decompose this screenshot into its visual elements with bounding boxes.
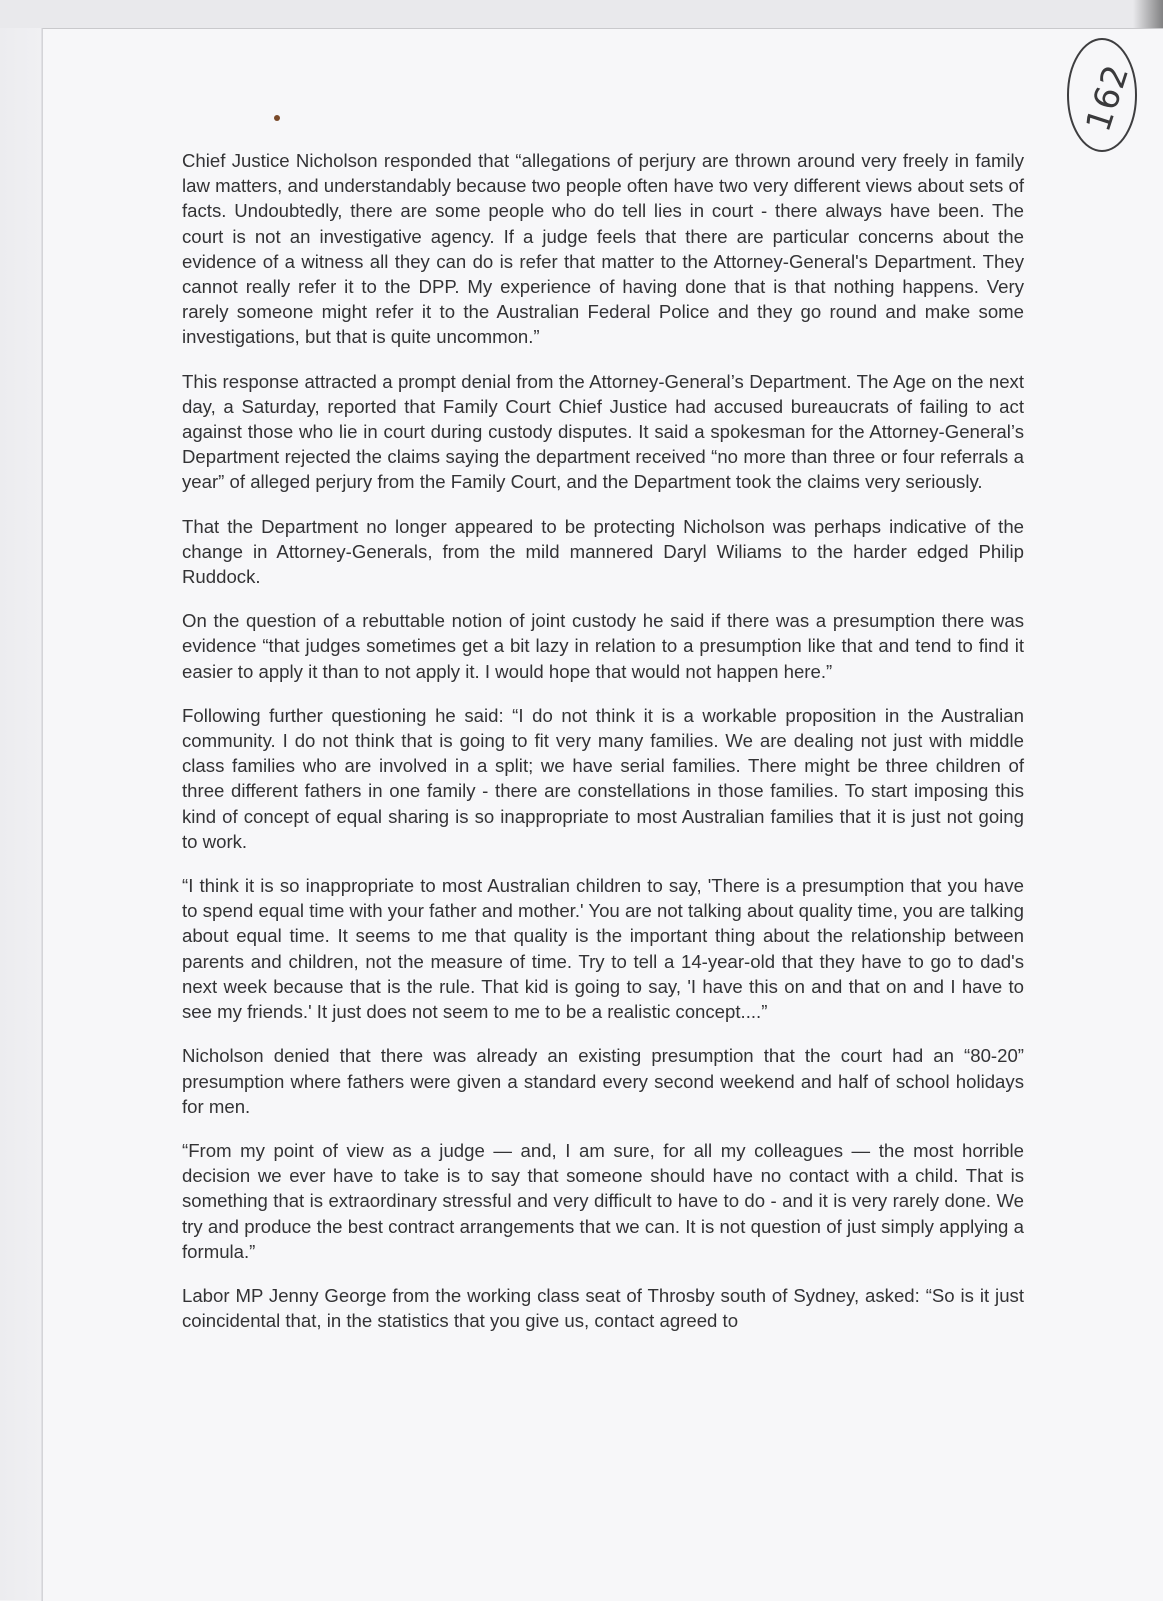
scanner-corner-shadow [1133, 0, 1163, 28]
scanner-left-margin [0, 28, 42, 1600]
paragraph: “I think it is so inappropriate to most Australian children to say, 'There is a presumption that you have to spend equal time with your father and mother.' You are not talking about quality time, you are talking about equal time. It seems to me that quality is the important thing about the relationship between parents and children, not the measure of time. Try to tell a 14-year-old that they have to go to dad's next week because that is the rule. That kid is going to say, 'I have this on and that on and I have to see my friends.' It just does not seem to me to be a realistic concept....” [182, 875, 1024, 1023]
paragraph: On the question of a rebuttable notion of joint custody he said if there was a presumption there was evidence “that judges sometimes get a bit lazy in relation to a presumption like that and tend to find it easier to apply it than to not apply it. I would hope that would not happen here.” [182, 610, 1024, 682]
scanner-top-edge [0, 0, 1163, 28]
paragraph: Chief Justice Nicholson responded that “allegations of perjury are thrown around very freely in family law matters, and understandably because two people often have two very different views about sets of facts. Undoubtedly, there are some people who do tell lies in court - there always have been. The court is not an investigative agency. If a judge feels that there are particular concerns about the evidence of a witness all they can do is refer that matter to the Attorney-General's Department. They cannot really refer it to the DPP. My experience of having done that is that nothing happens. Very rarely someone might refer it to the Australian Federal Police and they go round and make some investigations, but that is quite uncommon.” [182, 150, 1024, 348]
paragraph: This response attracted a prompt denial from the Attorney-General’s Department. The Age on the next day, a Saturday, reported that Family Court Chief Justice had accused bureaucrats of failing to act against those who lie in court during custody disputes. It said a spokesman for the Attorney-General’s Department rejected the claims saying the department received “no more than three or four referrals a year” of alleged perjury from the Family Court, and the Department took the claims very seriously. [182, 370, 1024, 493]
paragraph: “From my point of view as a judge — and, I am sure, for all my colleagues — the most horrible decision we ever have to take is to say that someone should have no contact with a child. That is something that is extraordinary stressful and very difficult to have to do - and it is very rarely done. We try and produce the best contract arrangements that we can. It is not question of just simply applying a formula.” [182, 1139, 1024, 1262]
handwritten-page-number [1060, 34, 1144, 156]
document-body [182, 148, 1024, 1352]
paragraph: That the Department no longer appeared to be protecting Nicholson was perhaps indicative of the change in Attorney-Generals, from the mild mannered Daryl Wiliams to the harder edged Philip Ruddock. [182, 515, 1024, 588]
paragraph: Nicholson denied that there was already an existing presumption that the court had an “80-20” presumption where fathers were given a standard every second weekend and half of school holidays for men. [182, 1045, 1024, 1117]
scan-speck [274, 115, 280, 121]
paragraph: Labor MP Jenny George from the working class seat of Throsby south of Sydney, asked: “So is it just coincidental that, in the statistics that you give us, contact agreed to [182, 1284, 1024, 1332]
paragraph: Following further questioning he said: “I do not think it is a workable proposition in the Australian community. I do not think that is going to fit very many families. We are dealing not just with middle class families who are involved in a split; we have serial families. There might be three children of three different fathers in one family - there are constellations in those families. To start imposing this kind of concept of equal sharing is so inappropriate to most Australian families that it is just not going to work. [182, 704, 1024, 852]
page-number-label: 162 [1078, 59, 1138, 137]
